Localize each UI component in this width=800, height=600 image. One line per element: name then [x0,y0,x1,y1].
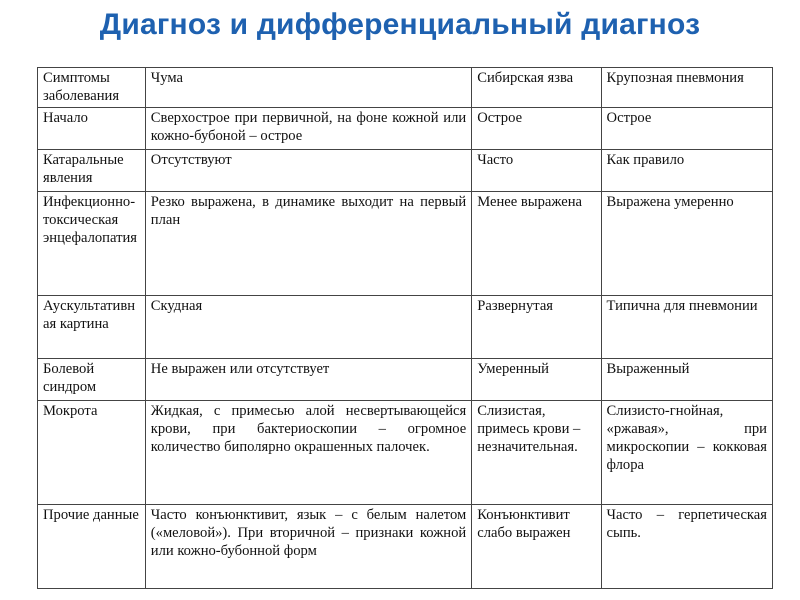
slide-title: Диагноз и дифференциальный диагноз [99,8,701,41]
table-cell: Часто [472,150,601,192]
table-row [38,108,773,150]
table-cell: Резко выражена, в динамике выходит на первый план [145,192,471,296]
header-cell-symptoms: Симптомы заболевания [38,68,146,108]
table-header-row [38,68,773,108]
differential-diagnosis-table [37,67,773,589]
table-cell: Отсутствуют [145,150,471,192]
table-cell: Развернутая [472,296,601,359]
table-row [38,192,773,296]
table-cell: Катаральные явления [38,150,146,192]
table-cell: Начало [38,108,146,150]
table-cell: Как правило [601,150,772,192]
table-cell: Мокрота [38,401,146,505]
table-cell: Аускультативная картина [38,296,146,359]
table-row [38,359,773,401]
table-cell: Сверхострое при первичной, на фоне кожной или кожно-бубоной – острое [145,108,471,150]
header-cell-plague: Чума [145,68,471,108]
header-cell-pneumonia: Крупозная пневмония [601,68,772,108]
table-cell: Типична для пневмонии [601,296,772,359]
table-cell: Часто конъюнктивит, язык – с белым налетом («меловой»). При вторичной – признаки кожной или кожно-бубонной форм [145,505,471,589]
table-cell: Выражена умеренно [601,192,772,296]
table-cell: Прочие данные [38,505,146,589]
table-cell: Часто – герпетическая сыпь. [601,505,772,589]
table-row [38,505,773,589]
table-cell: Острое [601,108,772,150]
table-cell: Не выражен или отсутствует [145,359,471,401]
table-cell: Умеренный [472,359,601,401]
table-row [38,401,773,505]
table-cell: Жидкая, с примесью алой несвертывающейся крови, при бактериоскопии – огромное количество биполярно окрашенных палочек. [145,401,471,505]
table-cell: Острое [472,108,601,150]
header-cell-anthrax: Сибирская язва [472,68,601,108]
table-cell: Конъюнктивит слабо выражен [472,505,601,589]
table-row [38,150,773,192]
table-cell: Слизисто-гнойная, «ржавая», при микроскопии – кокковая флора [601,401,772,505]
table-cell: Менее выражена [472,192,601,296]
table-cell: Выраженный [601,359,772,401]
table-row [38,296,773,359]
table-cell: Болевой синдром [38,359,146,401]
table-cell: Инфекционно-токсическая энцефалопатия [38,192,146,296]
table-cell: Скудная [145,296,471,359]
table-cell: Слизистая, примесь крови – незначительная. [472,401,601,505]
